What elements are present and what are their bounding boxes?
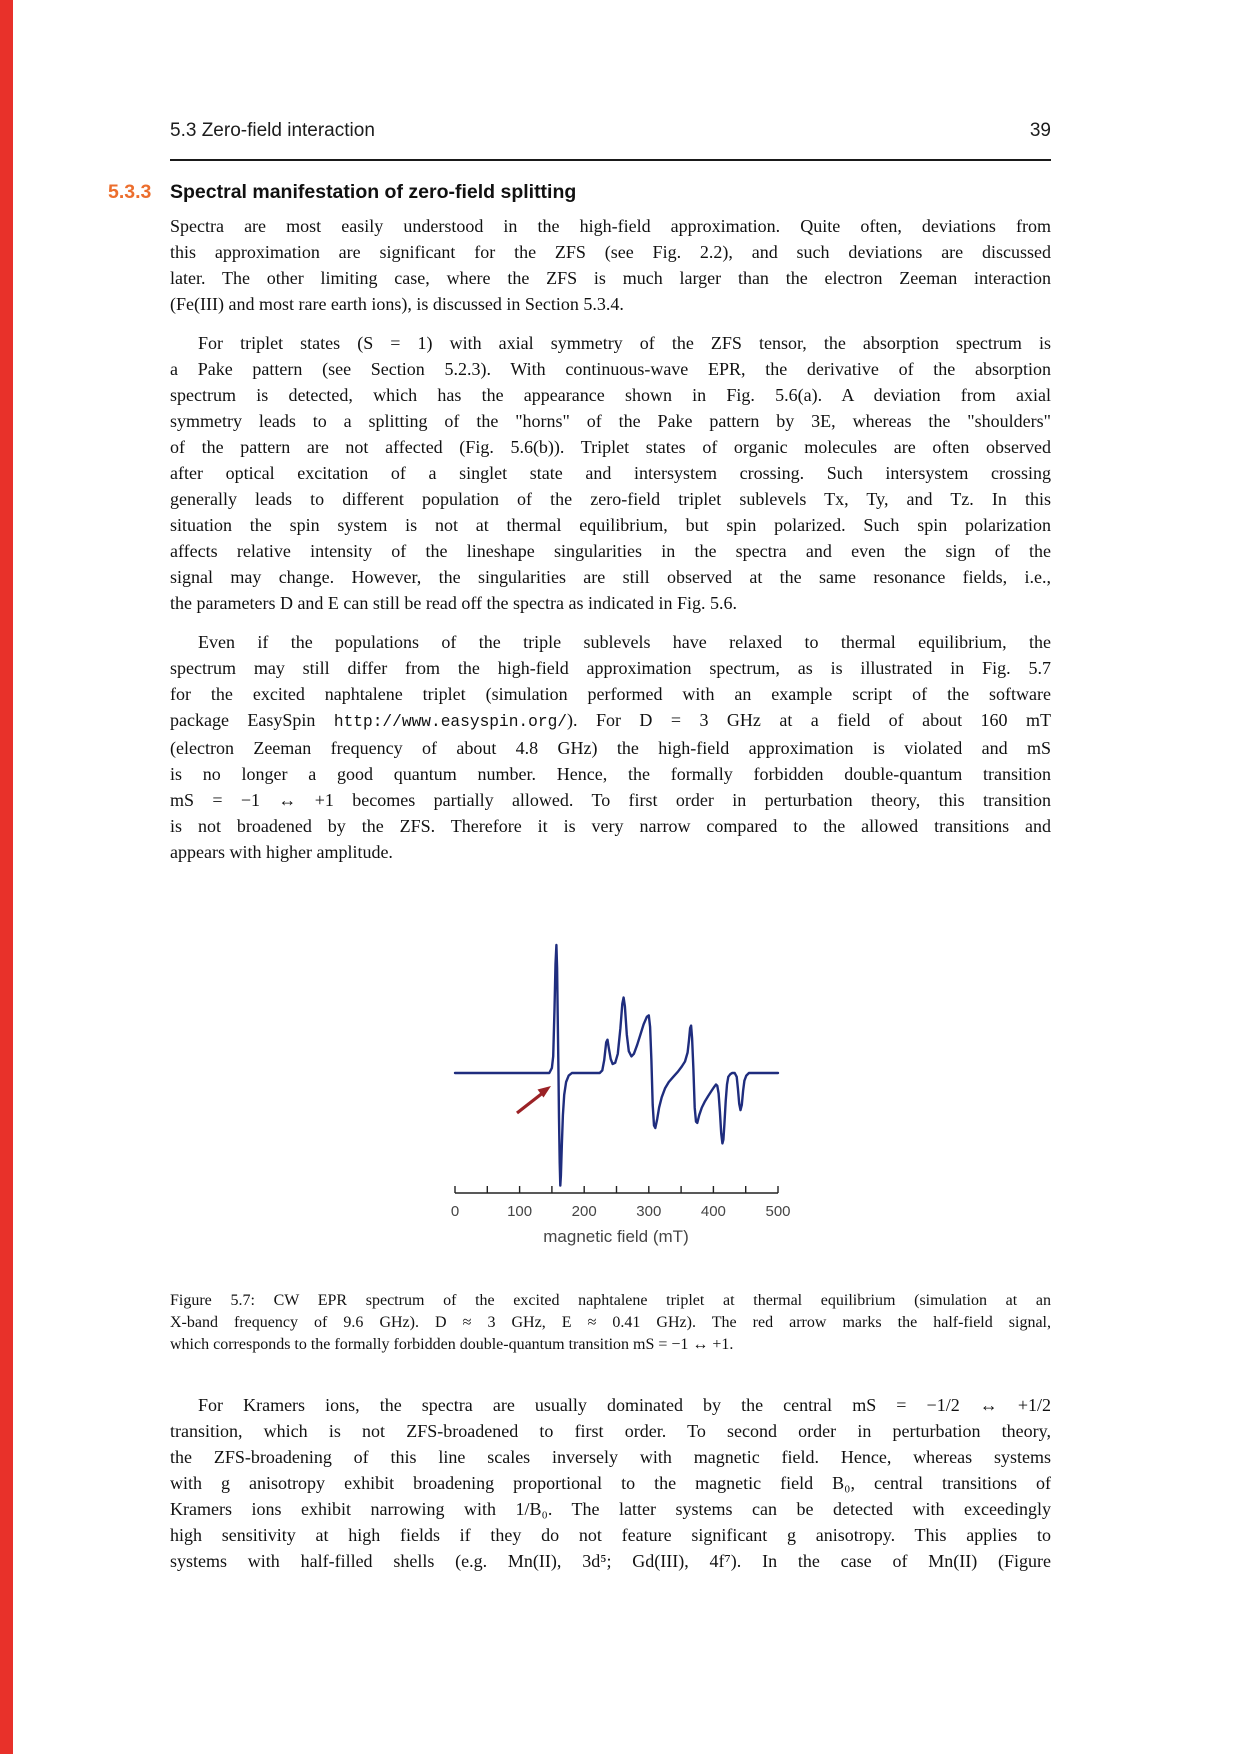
tick-label: 400 [700,1203,726,1220]
half-field-arrow [517,1094,542,1114]
tick-label: 300 [636,1203,662,1220]
epr-spectrum-chart [430,920,800,1265]
text-segment: ). For D = 3 GHz at a field of about 160 mT [567,710,1051,730]
text-line: spectrum is detected, which has the appearance shown in Fig. 5.6(a). A deviation from axial [170,385,1051,405]
paragraph-3 [170,629,1051,865]
text-line: this approximation are significant for the ZFS (see Fig. 2.2), and such deviations are discussed [170,242,1051,262]
text-line: the parameters D and E can still be read off the spectra as indicated in Fig. 5.6. [170,593,737,613]
text-line: Spectra are most easily understood in the high-field approximation. Quite often, deviations from [170,216,1051,236]
text-line: signal may change. However, the singularities are still observed at the same resonance fields, i.e., [170,567,1051,587]
paragraph-1 [170,213,1051,317]
paragraph-4 [170,1392,1051,1574]
text-line: Kramers ions exhibit narrowing with 1/B₀. The latter systems can be detected with exceedingly [170,1499,1051,1519]
text-line: is no longer a good quantum number. Hence, the formally forbidden double-quantum transition [170,764,1051,784]
figure-epr-spectrum [430,920,800,1265]
text-line: symmetry leads to a splitting of the "horns" of the Pake pattern by 3E, whereas the "shoulders" [170,411,1051,431]
text-line: mS = −1 ↔ +1 becomes partially allowed. To first order in perturbation theory, this transition [170,790,1051,810]
text-line: systems with half-filled shells (e.g. Mn(II), 3d⁵; Gd(III), 4f⁷). In the case of Mn(II) (Figure [170,1551,1051,1571]
paragraph-2 [170,330,1051,616]
caption-line: which corresponds to the formally forbidden double-quantum transition mS = −1 ↔ +1. [170,1336,734,1353]
easyspin-url[interactable]: http://www.easyspin.org/ [333,713,567,731]
text-line: spectrum may still differ from the high-field approximation spectrum, as is illustrated in Fig. 5.7 [170,658,1051,678]
tick-label: 0 [450,1203,460,1220]
figure-caption [170,1290,1051,1356]
tick-label: 200 [571,1203,597,1220]
text-line: affects relative intensity of the lineshape singularities in the spectra and even the sign of the [170,541,1051,561]
caption-line: Figure 5.7: CW EPR spectrum of the excited naphtalene triplet at thermal equilibrium (simulation at an [170,1292,1051,1309]
caption-line: X-band frequency of 9.6 GHz). D ≈ 3 GHz, E ≈ 0.41 GHz). The red arrow marks the half-field signal, [170,1314,1051,1331]
text-line: with g anisotropy exhibit broadening proportional to the magnetic field B₀, central transitions of [170,1473,1051,1493]
left-edge-red-bar [0,0,13,1754]
page-number: 39 [1029,120,1051,141]
tick-label: 500 [765,1203,791,1220]
text-line: later. The other limiting case, where the ZFS is much larger than the electron Zeeman interaction [170,268,1051,288]
text-line: (Fe(III) and most rare earth ions), is discussed in Section 5.3.4. [170,294,624,314]
text-line: the ZFS-broadening of this line scales inversely with magnetic field. Hence, whereas systems [170,1447,1051,1467]
text-line: For triplet states (S = 1) with axial symmetry of the ZFS tensor, the absorption spectrum is [198,333,1051,353]
text-line: transition, which is not ZFS-broadened to first order. To second order in perturbation theory, [170,1421,1051,1441]
text-line: situation the spin system is not at thermal equilibrium, but spin polarized. Such spin polarization [170,515,1051,535]
text-segment: package EasySpin [170,710,334,730]
x-axis-label: magnetic field (mT) [543,1227,689,1246]
text-line: is not broadened by the ZFS. Therefore it is very narrow compared to the allowed transitions and [170,816,1051,836]
running-header-section: 5.3 Zero-field interaction [170,120,375,141]
running-header [170,120,1051,142]
text-line: appears with higher amplitude. [170,842,393,862]
text-line: (electron Zeeman frequency of about 4.8 GHz) the high-field approximation is violated and mS [170,738,1051,758]
text-line: generally leads to different population of the zero-field triplet sublevels Tx, Ty, and Tz. In this [170,489,1051,509]
text-line: For Kramers ions, the spectra are usually dominated by the central mS = −1/2 ↔ +1/2 [198,1395,1051,1415]
text-line: a Pake pattern (see Section 5.2.3). With continuous-wave EPR, the derivative of the absorption [170,359,1051,379]
text-line: for the excited naphtalene triplet (simulation performed with an example script of the software [170,684,1051,704]
text-line: after optical excitation of a singlet state and intersystem crossing. Such intersystem crossing [170,463,1051,483]
text-line-with-url [170,707,1051,735]
section-number: 5.3.3 [108,181,152,203]
header-rule [170,159,1051,161]
spectrum-curve [455,945,778,1186]
section-title: Spectral manifestation of zero-field splitting [170,181,577,203]
tick-label: 100 [507,1203,533,1220]
text-line: of the pattern are not affected (Fig. 5.6(b)). Triplet states of organic molecules are often observed [170,437,1051,457]
text-line: high sensitivity at high fields if they do not feature significant g anisotropy. This applies to [170,1525,1051,1545]
text-line: Even if the populations of the triple sublevels have relaxed to thermal equilibrium, the [198,632,1051,652]
